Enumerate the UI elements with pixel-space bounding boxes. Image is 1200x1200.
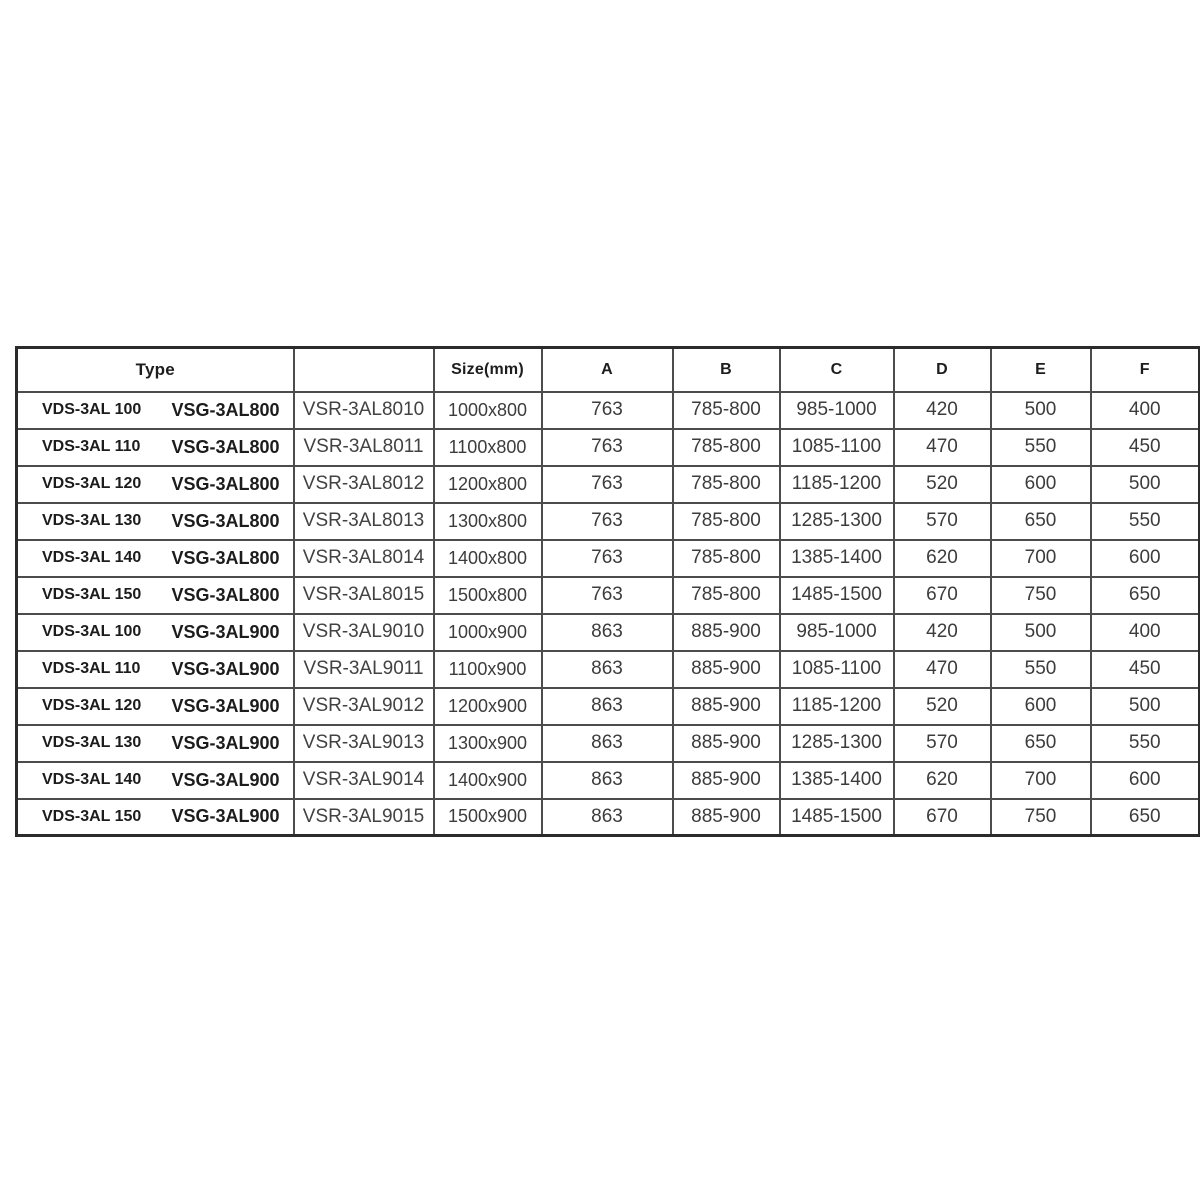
type-cell xyxy=(17,503,294,540)
table-row xyxy=(17,762,1200,799)
vds-code: VDS-3AL 150 xyxy=(42,807,142,825)
value-e-cell: 600 xyxy=(991,466,1091,503)
size-cell: 1200x800 xyxy=(434,466,542,503)
value-d-cell: 520 xyxy=(894,688,991,725)
model-code-cell: VSR-3AL8012 xyxy=(294,466,434,503)
value-b-cell: 785-800 xyxy=(673,429,780,466)
size-cell: 1100x800 xyxy=(434,429,542,466)
table-row xyxy=(17,466,1200,503)
col-header-e: E xyxy=(991,348,1091,392)
table-row xyxy=(17,799,1200,836)
col-header-a: A xyxy=(542,348,673,392)
value-b-cell: 885-900 xyxy=(673,688,780,725)
model-code-cell: VSR-3AL9011 xyxy=(294,651,434,688)
size-cell: 1400x800 xyxy=(434,540,542,577)
table-row xyxy=(17,614,1200,651)
size-cell: 1000x900 xyxy=(434,614,542,651)
value-c-cell: 1285-1300 xyxy=(780,725,894,762)
vsg-code: VSG-3AL900 xyxy=(171,695,280,716)
type-cell xyxy=(17,540,294,577)
type-codes xyxy=(18,806,293,827)
value-d-cell: 670 xyxy=(894,799,991,836)
value-b-cell: 785-800 xyxy=(673,577,780,614)
value-a-cell: 763 xyxy=(542,392,673,429)
vsg-code: VSG-3AL800 xyxy=(171,399,280,420)
vds-code: VDS-3AL 100 xyxy=(42,623,142,640)
value-c-cell: 1385-1400 xyxy=(780,540,894,577)
value-e-cell: 550 xyxy=(991,651,1091,688)
value-a-cell: 863 xyxy=(542,651,673,688)
size-cell: 1000x800 xyxy=(434,392,542,429)
size-cell: 1300x800 xyxy=(434,503,542,540)
value-c-cell: 1085-1100 xyxy=(780,651,894,688)
model-code-cell: VSR-3AL8010 xyxy=(294,392,434,429)
vsg-code: VSG-3AL900 xyxy=(171,621,280,642)
value-a-cell: 863 xyxy=(542,725,673,762)
value-e-cell: 500 xyxy=(991,392,1091,429)
vsg-code: VSG-3AL800 xyxy=(171,436,280,457)
value-b-cell: 885-900 xyxy=(673,799,780,836)
table-row xyxy=(17,577,1200,614)
size-cell: 1300x900 xyxy=(434,725,542,762)
col-header-f: F xyxy=(1091,348,1200,392)
vds-code: VDS-3AL 130 xyxy=(42,512,142,529)
type-codes xyxy=(18,733,293,754)
type-codes xyxy=(18,437,293,458)
model-code-cell: VSR-3AL8011 xyxy=(294,429,434,466)
value-a-cell: 763 xyxy=(542,466,673,503)
table-row xyxy=(17,392,1200,429)
type-codes xyxy=(18,474,293,495)
type-codes xyxy=(18,659,293,680)
value-d-cell: 470 xyxy=(894,429,991,466)
vds-code: VDS-3AL 120 xyxy=(42,697,142,714)
value-f-cell: 450 xyxy=(1091,429,1200,466)
table-row xyxy=(17,725,1200,762)
model-code-cell: VSR-3AL8015 xyxy=(294,577,434,614)
model-code-cell: VSR-3AL8014 xyxy=(294,540,434,577)
type-codes xyxy=(18,696,293,717)
value-b-cell: 885-900 xyxy=(673,651,780,688)
size-cell: 1200x900 xyxy=(434,688,542,725)
model-code-cell: VSR-3AL9010 xyxy=(294,614,434,651)
type-cell xyxy=(17,429,294,466)
value-b-cell: 885-900 xyxy=(673,614,780,651)
table-body xyxy=(17,392,1200,836)
value-e-cell: 750 xyxy=(991,799,1091,836)
value-d-cell: 620 xyxy=(894,540,991,577)
value-c-cell: 985-1000 xyxy=(780,392,894,429)
model-code-cell: VSR-3AL8013 xyxy=(294,503,434,540)
vsg-code: VSG-3AL900 xyxy=(171,732,280,753)
value-a-cell: 863 xyxy=(542,762,673,799)
value-e-cell: 600 xyxy=(991,688,1091,725)
type-cell xyxy=(17,577,294,614)
type-cell xyxy=(17,799,294,836)
value-c-cell: 1385-1400 xyxy=(780,762,894,799)
vds-code: VDS-3AL 110 xyxy=(42,438,141,455)
col-header-d: D xyxy=(894,348,991,392)
model-code-cell: VSR-3AL9014 xyxy=(294,762,434,799)
value-c-cell: 1485-1500 xyxy=(780,799,894,836)
value-f-cell: 600 xyxy=(1091,762,1200,799)
value-d-cell: 470 xyxy=(894,651,991,688)
value-d-cell: 620 xyxy=(894,762,991,799)
vsg-code: VSG-3AL900 xyxy=(171,769,280,790)
vsg-code: VSG-3AL800 xyxy=(171,584,280,605)
size-cell: 1500x800 xyxy=(434,577,542,614)
value-d-cell: 670 xyxy=(894,577,991,614)
vsg-code: VSG-3AL900 xyxy=(171,658,280,679)
value-c-cell: 1085-1100 xyxy=(780,429,894,466)
value-b-cell: 785-800 xyxy=(673,466,780,503)
value-b-cell: 785-800 xyxy=(673,503,780,540)
model-code-cell: VSR-3AL9015 xyxy=(294,799,434,836)
value-b-cell: 885-900 xyxy=(673,762,780,799)
value-f-cell: 550 xyxy=(1091,725,1200,762)
vsg-code: VSG-3AL800 xyxy=(171,547,280,568)
size-cell: 1400x900 xyxy=(434,762,542,799)
type-codes xyxy=(18,511,293,532)
model-code-cell: VSR-3AL9013 xyxy=(294,725,434,762)
value-d-cell: 570 xyxy=(894,725,991,762)
size-cell: 1500x900 xyxy=(434,799,542,836)
vds-code: VDS-3AL 130 xyxy=(42,734,142,751)
value-a-cell: 863 xyxy=(542,799,673,836)
value-c-cell: 1485-1500 xyxy=(780,577,894,614)
type-cell xyxy=(17,466,294,503)
vds-code: VDS-3AL 110 xyxy=(42,660,141,677)
value-a-cell: 763 xyxy=(542,577,673,614)
table-row xyxy=(17,651,1200,688)
value-f-cell: 600 xyxy=(1091,540,1200,577)
value-f-cell: 500 xyxy=(1091,688,1200,725)
spec-table xyxy=(15,346,1200,837)
value-e-cell: 750 xyxy=(991,577,1091,614)
vds-code: VDS-3AL 100 xyxy=(42,401,142,418)
value-b-cell: 785-800 xyxy=(673,392,780,429)
value-c-cell: 1285-1300 xyxy=(780,503,894,540)
vsg-code: VSG-3AL800 xyxy=(171,510,280,531)
col-header-model xyxy=(294,348,434,392)
value-b-cell: 785-800 xyxy=(673,540,780,577)
value-d-cell: 570 xyxy=(894,503,991,540)
value-e-cell: 500 xyxy=(991,614,1091,651)
value-f-cell: 400 xyxy=(1091,392,1200,429)
value-c-cell: 985-1000 xyxy=(780,614,894,651)
vds-code: VDS-3AL 150 xyxy=(42,586,142,603)
col-header-c: C xyxy=(780,348,894,392)
table-row xyxy=(17,540,1200,577)
value-a-cell: 863 xyxy=(542,614,673,651)
type-cell xyxy=(17,614,294,651)
value-a-cell: 863 xyxy=(542,688,673,725)
col-header-b: B xyxy=(673,348,780,392)
value-c-cell: 1185-1200 xyxy=(780,466,894,503)
vds-code: VDS-3AL 140 xyxy=(42,771,142,788)
type-cell xyxy=(17,762,294,799)
value-f-cell: 650 xyxy=(1091,577,1200,614)
value-e-cell: 650 xyxy=(991,725,1091,762)
type-cell xyxy=(17,725,294,762)
type-cell xyxy=(17,651,294,688)
value-f-cell: 500 xyxy=(1091,466,1200,503)
value-d-cell: 520 xyxy=(894,466,991,503)
vds-code: VDS-3AL 120 xyxy=(42,475,142,492)
model-code-cell: VSR-3AL9012 xyxy=(294,688,434,725)
value-e-cell: 700 xyxy=(991,540,1091,577)
header-row xyxy=(17,348,1200,392)
table-row xyxy=(17,429,1200,466)
value-f-cell: 650 xyxy=(1091,799,1200,836)
value-a-cell: 763 xyxy=(542,429,673,466)
value-e-cell: 650 xyxy=(991,503,1091,540)
table-row xyxy=(17,503,1200,540)
col-header-type: Type xyxy=(17,348,294,392)
value-d-cell: 420 xyxy=(894,614,991,651)
value-c-cell: 1185-1200 xyxy=(780,688,894,725)
col-header-size: Size(mm) xyxy=(434,348,542,392)
size-cell: 1100x900 xyxy=(434,651,542,688)
vsg-code: VSG-3AL800 xyxy=(171,473,280,494)
type-cell xyxy=(17,688,294,725)
type-cell xyxy=(17,392,294,429)
type-codes xyxy=(18,548,293,569)
value-e-cell: 550 xyxy=(991,429,1091,466)
value-f-cell: 400 xyxy=(1091,614,1200,651)
value-f-cell: 450 xyxy=(1091,651,1200,688)
type-codes xyxy=(18,585,293,606)
type-codes xyxy=(18,622,293,643)
table-row xyxy=(17,688,1200,725)
type-codes xyxy=(18,770,293,791)
value-a-cell: 763 xyxy=(542,540,673,577)
value-e-cell: 700 xyxy=(991,762,1091,799)
vsg-code: VSG-3AL900 xyxy=(171,806,280,827)
vds-code: VDS-3AL 140 xyxy=(42,549,142,566)
type-codes xyxy=(18,400,293,421)
value-a-cell: 763 xyxy=(542,503,673,540)
value-b-cell: 885-900 xyxy=(673,725,780,762)
value-d-cell: 420 xyxy=(894,392,991,429)
value-f-cell: 550 xyxy=(1091,503,1200,540)
